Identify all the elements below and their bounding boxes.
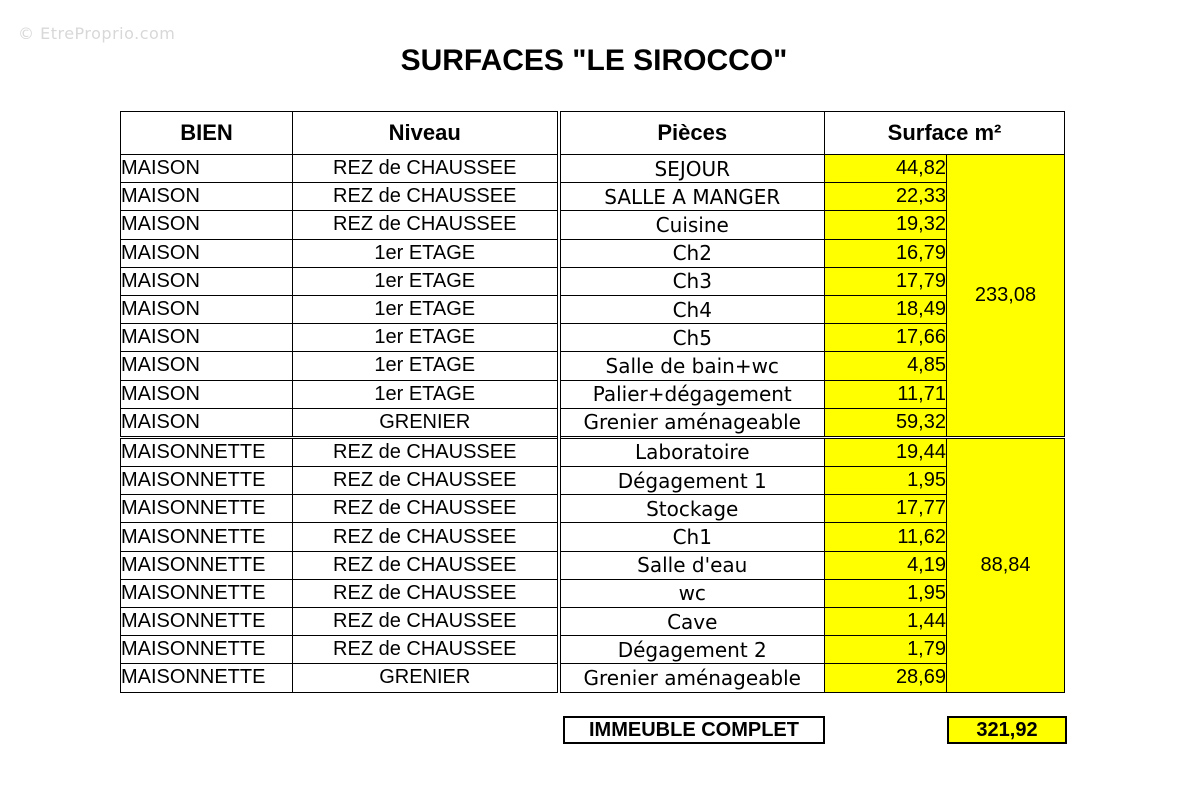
table-row	[121, 239, 1065, 267]
table-row	[121, 408, 1065, 437]
cell-surface: 1,95	[825, 579, 947, 607]
table-row	[121, 523, 1065, 551]
cell-niveau: 1er ETAGE	[293, 324, 559, 352]
cell-niveau: REZ de CHAUSSEE	[293, 155, 559, 183]
cell-surface: 11,71	[825, 380, 947, 408]
table-row	[121, 636, 1065, 664]
cell-piece: Ch2	[559, 239, 825, 267]
cell-bien: MAISON	[121, 324, 293, 352]
cell-niveau: REZ de CHAUSSEE	[293, 183, 559, 211]
cell-bien: MAISON	[121, 155, 293, 183]
cell-piece: Ch3	[559, 267, 825, 295]
cell-bien: MAISONNETTE	[121, 664, 293, 692]
cell-surface: 16,79	[825, 239, 947, 267]
cell-piece: Dégagement 1	[559, 467, 825, 495]
cell-surface: 28,69	[825, 664, 947, 692]
table-row	[121, 295, 1065, 323]
cell-piece: Grenier aménageable	[559, 664, 825, 692]
cell-niveau: REZ de CHAUSSEE	[293, 495, 559, 523]
cell-piece: Ch4	[559, 295, 825, 323]
cell-piece: Laboratoire	[559, 437, 825, 466]
cell-piece: Cuisine	[559, 211, 825, 239]
table-row	[121, 579, 1065, 607]
cell-surface: 11,62	[825, 523, 947, 551]
cell-surface: 4,19	[825, 551, 947, 579]
header-pieces: Pièces	[559, 112, 825, 155]
cell-bien: MAISONNETTE	[121, 495, 293, 523]
cell-piece: Ch5	[559, 324, 825, 352]
cell-niveau: REZ de CHAUSSEE	[293, 579, 559, 607]
table-row	[121, 267, 1065, 295]
cell-surface: 17,66	[825, 324, 947, 352]
cell-bien: MAISON	[121, 408, 293, 437]
watermark: © EtreProprio.com	[18, 24, 176, 43]
cell-piece: Salle de bain+wc	[559, 352, 825, 380]
cell-surface: 44,82	[825, 155, 947, 183]
table-row	[121, 352, 1065, 380]
table-header-row	[121, 112, 1065, 155]
table-row	[121, 495, 1065, 523]
header-bien: BIEN	[121, 112, 293, 155]
cell-piece: Salle d'eau	[559, 551, 825, 579]
cell-niveau: REZ de CHAUSSEE	[293, 636, 559, 664]
table-row	[121, 380, 1065, 408]
table-body	[121, 155, 1065, 693]
cell-surface: 1,79	[825, 636, 947, 664]
cell-bien: MAISON	[121, 352, 293, 380]
cell-piece: Cave	[559, 608, 825, 636]
cell-niveau: REZ de CHAUSSEE	[293, 523, 559, 551]
cell-niveau: REZ de CHAUSSEE	[293, 437, 559, 466]
cell-bien: MAISONNETTE	[121, 523, 293, 551]
table-row	[121, 155, 1065, 183]
cell-niveau: 1er ETAGE	[293, 239, 559, 267]
cell-niveau: 1er ETAGE	[293, 267, 559, 295]
cell-niveau: 1er ETAGE	[293, 295, 559, 323]
summary-label: IMMEUBLE COMPLET	[563, 716, 825, 744]
cell-surface: 18,49	[825, 295, 947, 323]
table-row	[121, 467, 1065, 495]
cell-piece: SALLE A MANGER	[559, 183, 825, 211]
cell-niveau: REZ de CHAUSSEE	[293, 467, 559, 495]
cell-surface: 1,44	[825, 608, 947, 636]
table-row	[121, 324, 1065, 352]
page-title: SURFACES "LE SIROCCO"	[400, 44, 788, 77]
cell-niveau: 1er ETAGE	[293, 380, 559, 408]
cell-piece: Stockage	[559, 495, 825, 523]
header-niveau: Niveau	[293, 112, 559, 155]
cell-bien: MAISON	[121, 267, 293, 295]
cell-bien: MAISONNETTE	[121, 467, 293, 495]
cell-niveau: GRENIER	[293, 664, 559, 692]
subtotal-maisonnette: 88,84	[947, 437, 1065, 692]
cell-niveau: REZ de CHAUSSEE	[293, 551, 559, 579]
cell-niveau: REZ de CHAUSSEE	[293, 608, 559, 636]
cell-niveau: REZ de CHAUSSEE	[293, 211, 559, 239]
table-row	[121, 551, 1065, 579]
cell-piece: SEJOUR	[559, 155, 825, 183]
cell-bien: MAISON	[121, 380, 293, 408]
cell-bien: MAISONNETTE	[121, 579, 293, 607]
table-row	[121, 211, 1065, 239]
table-row	[121, 608, 1065, 636]
cell-niveau: 1er ETAGE	[293, 352, 559, 380]
cell-bien: MAISONNETTE	[121, 551, 293, 579]
cell-bien: MAISON	[121, 211, 293, 239]
cell-niveau: GRENIER	[293, 408, 559, 437]
cell-bien: MAISON	[121, 295, 293, 323]
subtotal-maison: 233,08	[947, 155, 1065, 438]
cell-surface: 1,95	[825, 467, 947, 495]
cell-surface: 17,79	[825, 267, 947, 295]
cell-bien: MAISONNETTE	[121, 636, 293, 664]
cell-piece: Grenier aménageable	[559, 408, 825, 437]
cell-surface: 22,33	[825, 183, 947, 211]
cell-piece: Ch1	[559, 523, 825, 551]
summary-total: 321,92	[947, 716, 1067, 744]
table-row	[121, 664, 1065, 692]
table-row	[121, 183, 1065, 211]
cell-bien: MAISONNETTE	[121, 608, 293, 636]
surfaces-table	[120, 111, 1065, 693]
cell-bien: MAISONNETTE	[121, 437, 293, 466]
table-row	[121, 437, 1065, 466]
cell-surface: 19,44	[825, 437, 947, 466]
cell-surface: 59,32	[825, 408, 947, 437]
cell-bien: MAISON	[121, 239, 293, 267]
header-surface: Surface m²	[825, 112, 1065, 155]
cell-piece: wc	[559, 579, 825, 607]
cell-surface: 19,32	[825, 211, 947, 239]
cell-surface: 4,85	[825, 352, 947, 380]
cell-piece: Palier+dégagement	[559, 380, 825, 408]
cell-surface: 17,77	[825, 495, 947, 523]
cell-piece: Dégagement 2	[559, 636, 825, 664]
cell-bien: MAISON	[121, 183, 293, 211]
